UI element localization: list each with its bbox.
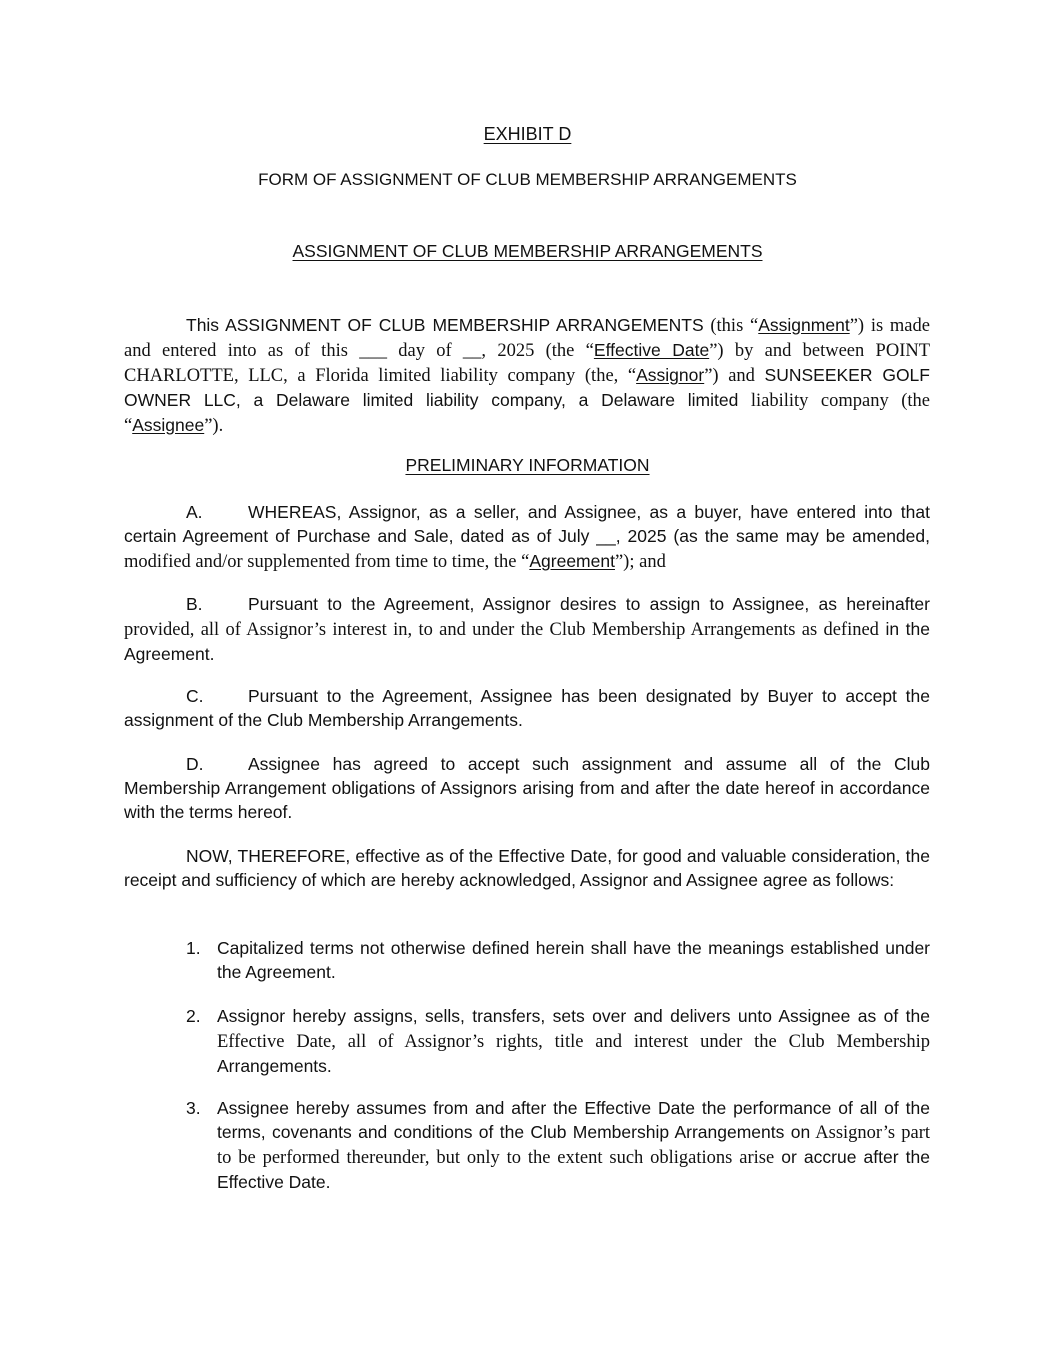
- term-assignee: Assignee: [132, 415, 205, 435]
- intro-text-8: ”).: [204, 416, 224, 436]
- term-assignment: Assignment: [758, 315, 850, 335]
- recital-a-text-1: WHEREAS, Assignor, as a seller, and Assignee, as a buyer, have entered into that certain Agreement of Purchase and Sale, dated as of July __, 2025 (as the same may be amended,: [124, 502, 930, 546]
- list-item-2-text-3: Arrangements.: [217, 1056, 332, 1076]
- list-item-3-text-1: Assignee hereby assumes from and after the Effective Date the performance of all of the terms, covenants and conditions of the Club Membership Arrangements on: [217, 1098, 930, 1142]
- list-item-2-number: 2.: [186, 1006, 201, 1026]
- list-item-1-number: 1.: [186, 938, 201, 958]
- list-item-2-text-2: Effective Date, all of Assignor’s rights, title and interest under the Club Membership: [217, 1032, 930, 1052]
- recital-d: [124, 752, 930, 824]
- recital-c: [124, 684, 930, 732]
- list-item-3: [186, 1096, 930, 1194]
- intro-text-2: (this “: [703, 316, 759, 336]
- form-title: FORM OF ASSIGNMENT OF CLUB MEMBERSHIP ARRANGEMENTS: [258, 170, 797, 189]
- term-agreement: Agreement: [529, 551, 615, 571]
- list-item-3-text-3: or accrue after the Effective Date.: [217, 1147, 930, 1192]
- preliminary-heading: PRELIMINARY INFORMATION: [405, 455, 650, 475]
- list-item-2-text-1: Assignor hereby assigns, sells, transfers, sets over and delivers unto Assignee as of the: [217, 1006, 930, 1026]
- recital-b-letter: B.: [186, 594, 203, 614]
- list-item-1: [186, 936, 930, 984]
- recital-b-text-2: provided, all of Assignor’s interest in, to and under the Club Membership Arrangements as defined: [124, 620, 879, 640]
- intro-text-1: This ASSIGNMENT OF CLUB MEMBERSHIP ARRANGEMENTS: [186, 315, 704, 335]
- recital-c-text: Pursuant to the Agreement, Assignee has been designated by Buyer to accept the assignment of the Club Membership Arrangements.: [124, 686, 930, 730]
- recital-a: [124, 500, 930, 574]
- exhibit-heading: EXHIBIT D: [483, 124, 572, 144]
- term-assignor: Assignor: [636, 365, 705, 385]
- recital-a-letter: A.: [186, 502, 203, 522]
- list-item-3-text-2: Assignor’s part to be performed thereunder, but only to the extent such obligations arise: [217, 1123, 930, 1168]
- recital-b-text-3: in the Agreement.: [124, 619, 930, 664]
- recital-a-text-3: ”); and: [614, 552, 666, 572]
- list-item-2-body: [217, 1004, 930, 1078]
- list-item-3-body: [217, 1096, 930, 1194]
- intro-text-6: SUNSEEKER GOLF OWNER LLC, a Delaware limited liability company, a Delaware limited: [124, 365, 930, 410]
- list-item-2: [186, 1004, 930, 1078]
- recital-b-text-1: Pursuant to the Agreement, Assignor desires to assign to Assignee, as hereinafter: [248, 594, 930, 614]
- now-therefore-paragraph: NOW, THEREFORE, effective as of the Effective Date, for good and valuable consideration, the receipt and sufficiency of which are hereby acknowledged, Assignor and Assignee agree as follows:: [124, 846, 930, 890]
- term-effective-date: Effective Date: [593, 340, 710, 360]
- recital-b: [124, 592, 930, 666]
- list-item-1-text: Capitalized terms not otherwise defined herein shall have the meanings established under the Agreement.: [217, 938, 930, 982]
- intro-text-7: liability company (the “: [124, 391, 931, 436]
- assignment-title: ASSIGNMENT OF CLUB MEMBERSHIP ARRANGEMENTS: [292, 241, 763, 261]
- recital-a-text-2: modified and/or supplemented from time to time, the “: [124, 552, 530, 572]
- intro-text-3: ”) is made and entered into as of this ___ day of __, 2025 (the “: [124, 316, 930, 361]
- recital-d-text: Assignee has agreed to accept such assignment and assume all of the Club Membership Arrangement obligations of Assignors arising from and after the date hereof in accordance with the terms hereof.: [124, 754, 930, 822]
- recital-d-letter: D.: [186, 754, 204, 774]
- intro-paragraph: [124, 313, 930, 438]
- intro-text-4: ”) by and between POINT CHARLOTTE, LLC, a Florida limited liability company (the, “: [124, 341, 931, 386]
- list-item-3-number: 3.: [186, 1098, 201, 1118]
- recital-c-letter: C.: [186, 686, 204, 706]
- intro-text-5: ”) and: [704, 366, 765, 386]
